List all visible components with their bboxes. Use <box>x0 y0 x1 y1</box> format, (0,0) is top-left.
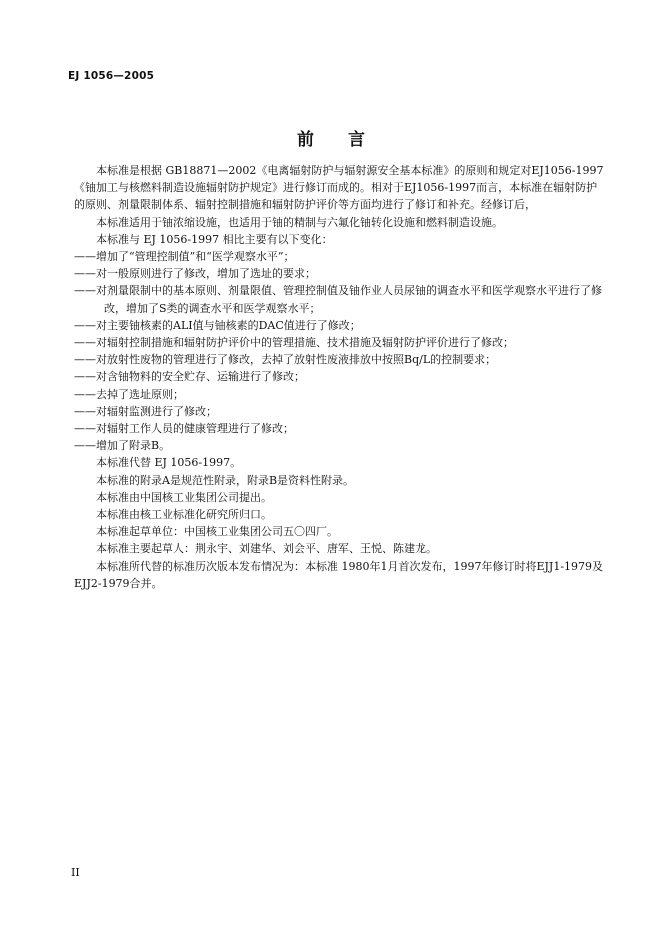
change-item: ——增加了附录B。 <box>74 439 171 453</box>
change-item: ——对放射性废物的管理进行了修改，去掉了放射性废液排放中按照Bq/L的控制要求； <box>74 353 497 367</box>
change-item: ——对辐射工作人员的健康管理进行了修改； <box>74 422 294 436</box>
change-item: ——对含铀物料的安全贮存、运输进行了修改； <box>74 370 305 384</box>
intro-paragraph: 本标准与 EJ 1056-1997 相比主要有以下变化： <box>96 232 333 246</box>
page-number: II <box>71 866 80 879</box>
page-title: 前 言 <box>297 130 379 150</box>
change-item: ——增加了“管理控制值”和“医学观察水平”； <box>74 250 295 264</box>
standard-code: EJ 1056—2005 <box>68 70 155 82</box>
change-item: ——对主要铀核素的ALI值与铀核素的DAC值进行了修改； <box>74 318 361 332</box>
closing-paragraph: 本标准的附录A是规范性附录，附录B是资料性附录。 <box>96 473 355 487</box>
closing-paragraph: 本标准由中国核工业集团公司提出。 <box>96 490 272 504</box>
closing-paragraph: 本标准所代替的标准历次版本发布情况为：本标准 1980年1月首次发布，1997年修订时将EJJ1-1979及EJJ2-1979合并。 <box>74 559 604 590</box>
intro-paragraph: 本标准适用于铀浓缩设施，也适用于铀的精制与六氟化铀转化设施和燃料制造设施。 <box>96 215 503 229</box>
change-item: ——对辐射监测进行了修改； <box>74 404 217 418</box>
closing-paragraph: 本标准起草单位：中国核工业集团公司五〇四厂。 <box>96 525 338 539</box>
change-item: ——对剂量限制中的基本原则、剂量限值、管理控制值及铀作业人员尿铀的调查水平和医学观察水平进行了修改，增加了S类的调查水平和医学观察水平； <box>74 284 602 315</box>
closing-paragraph: 本标准主要起草人：荆永宇、刘建华、刘会平、唐军、王悦、陈建龙。 <box>96 542 437 556</box>
change-item: ——对辐射控制措施和辐射防护评价中的管理措施、技术措施及辐射防护评价进行了修改； <box>74 336 514 350</box>
change-item: ——对一般原则进行了修改，增加了选址的要求； <box>74 267 316 281</box>
intro-paragraph: 本标准是根据 GB18871—2002《电离辐射防护与辐射源安全基本标准》的原则和规定对EJ1056-1997《铀加工与核燃料制造设施辐射防护规定》进行修订而成的。相对于EJ1056-1997而言，本标准在辐射防护的原则、剂量限制体系、辐射控制措施和辐射防护评价等方面均进行了修订和补充。经修订后， <box>74 164 604 212</box>
closing-paragraph: 本标准代替 EJ 1056-1997。 <box>96 456 242 470</box>
change-item: ——去掉了选址原则； <box>74 387 184 401</box>
foreword-body <box>74 162 604 592</box>
closing-paragraph: 本标准由核工业标准化研究所归口。 <box>96 508 272 522</box>
